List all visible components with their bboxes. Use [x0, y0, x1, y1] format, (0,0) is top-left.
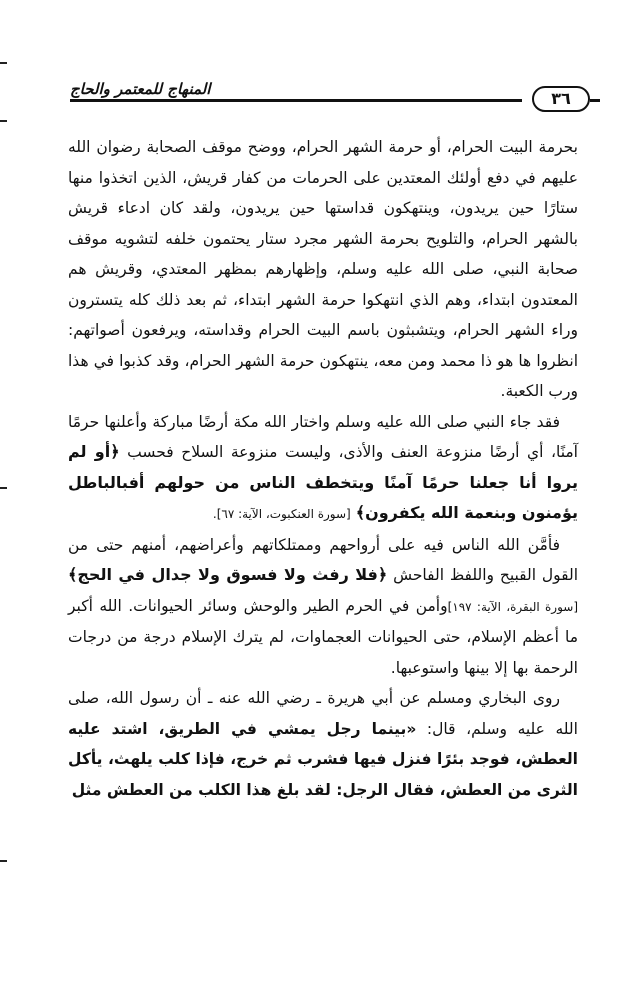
page-header [70, 80, 600, 120]
running-title: المنهاج للمعتمر والحاج [70, 80, 211, 98]
paragraph-text: فقد جاء النبي صلى الله عليه وسلم واختار الله مكة أرضًا مباركة وأعلنها حرمًا آمنًا، أي أرضًا منزوعة العنف والأذى، وليست منزوعة السلاح فحسب [68, 412, 578, 461]
margin-tick [0, 487, 7, 489]
quran-verse: ﴿أو لم يروا أنا جعلنا حرمًا آمنًا ويتخطف الناس من حولهم أفبالباطل يؤمنون وبنعمة الله يكفرون﴾ [68, 442, 578, 522]
quran-verse: ﴿فلا رفث ولا فسوق ولا جدال في الحج﴾ [68, 565, 388, 584]
margin-tick [0, 120, 7, 122]
header-rule [70, 99, 522, 102]
paragraph-text: فأمَّن الله الناس فيه على أرواحهم وممتلكاتهم وأعراضهم، أمنهم حتى من القول القبيح واللفظ الفاحش [68, 535, 578, 584]
body-text [68, 132, 578, 805]
margin-tick [0, 860, 7, 862]
paragraph [68, 530, 578, 684]
page-number: ٣٦ [532, 86, 590, 112]
header-rule-right [590, 99, 600, 102]
verse-reference: [سورة البقرة، الآية: ١٩٧] [447, 599, 579, 614]
paragraph [68, 407, 578, 530]
paragraph-text: روى البخاري ومسلم عن أبي هريرة ـ رضي الله عنه ـ أن رسول الله، صلى الله عليه وسلم، قال: [68, 689, 578, 738]
paragraph-text: وأمن في الحرم الطير والوحش وسائر الحيوانات. الله أكبر ما أعظم الإسلام، حتى الحيوانات العجماوات، لم يترك الإسلام درجة من درجات الرحمة بها إلا بينها واستوعبها. [68, 596, 578, 677]
verse-reference: [سورة العنكبوت، الآية: ٦٧]. [212, 507, 351, 521]
paragraph [68, 683, 578, 805]
hadith-quote: «بينما رجل يمشي في الطريق، اشتد عليه العطش، فوجد بئرًا فنزل فيها فشرب ثم خرج، فإذا كلب يلهث، يأكل الثرى من العطش، فقال الرجل: لقد بلغ هذا الكلب من العطش مثل [68, 719, 578, 799]
paragraph: بحرمة البيت الحرام، أو حرمة الشهر الحرام، ووضح موقف الصحابة رضوان الله عليهم في دفع أولئك المعتدين على الحرمات من كفار قريش، الذين اتخذوا منها ستارًا حين يريدون، وينتهكون قداستها حين يريدون، ولقد كان ادعاء قريش بالشهر الحرام، والتلويح بحرمة الشهر مجرد ستار يحتمون خلفه لتشويه موقف صحابة النبي، صلى الله عليه وسلم، وإظهارهم بمظهر المعتدي، وقريش هم المعتدون ابتداء، وهم الذي انتهكوا حرمة الشهر ابتداء، ثم بعد ذلك كله يتسترون وراء الشهر الحرام، ويتشبثون باسم البيت الحرام وقداسته، ويرفعون أصواتهم: انظروا ها هو ذا محمد ومن معه، ينتهكون حرمة الشهر الحرام، وقد كذبوا في هذا ورب الكعبة. [68, 138, 578, 400]
margin-tick [0, 62, 7, 64]
